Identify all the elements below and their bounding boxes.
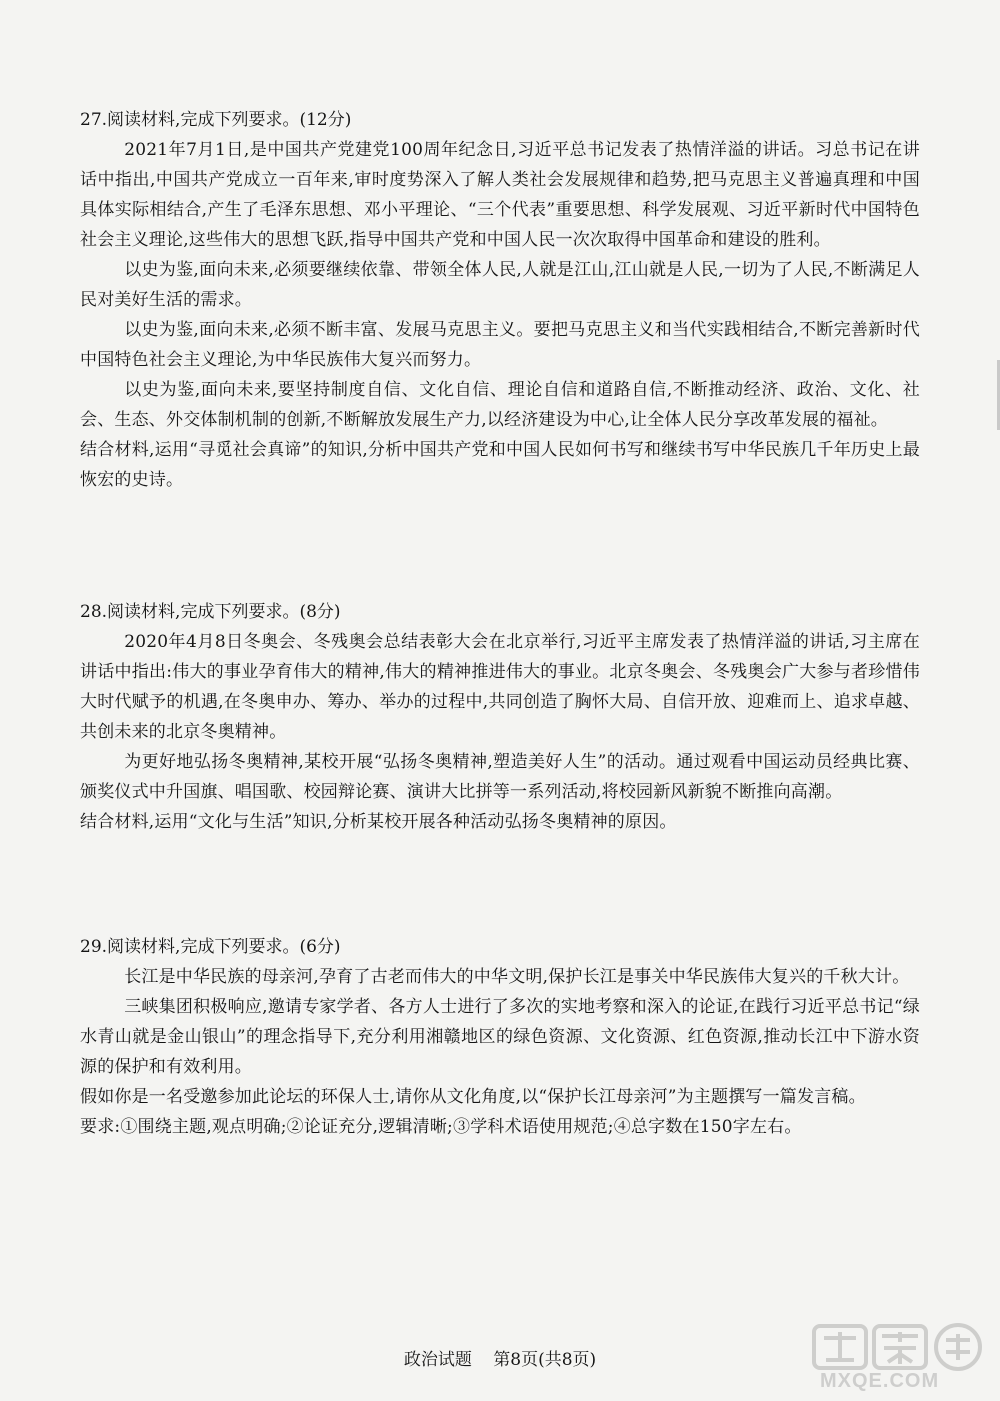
- question-28-material-2: 为更好地弘扬冬奥精神,某校开展“弘扬冬奥精神,塑造美好人生”的活动。通过观看中国运动员经典比赛、颁奖仪式中升国旗、唱国歌、校园辩论赛、演讲大比拼等一系列活动,将校园新风新貌不断推向高潮。: [80, 752, 920, 802]
- watermark-logo-icon: [812, 1322, 990, 1372]
- footer-subject: 政治试题: [403, 1350, 472, 1370]
- question-28: [80, 597, 920, 837]
- footer-page-number: 第8页(共8页): [493, 1350, 597, 1370]
- question-27-title: 27.阅读材料,完成下列要求。(12分): [80, 110, 352, 130]
- question-27-material-3: 以史为鉴,面向未来,必须不断丰富、发展马克思主义。要把马克思主义和当代实践相结合,不断完善新时代中国特色社会主义理论,为中华民族伟大复兴而努力。: [80, 320, 920, 370]
- question-29-requirement: 要求:①围绕主题,观点明确;②论证充分,逻辑清晰;③学科术语使用规范;④总字数在150字左右。: [80, 1117, 802, 1137]
- question-27-material-1: 2021年7月1日,是中国共产党建党100周年纪念日,习近平总书记发表了热情洋溢的讲话。习总书记在讲话中指出,中国共产党成立一百年来,审时度势深入了解人类社会发展规律和趋势,把马克思主义普遍真理和中国具体实际相结合,产生了毛泽东思想、邓小平理论、“三个代表”重要思想、科学发展观、习近平新时代中国特色社会主义理论,这些伟大的思想飞跃,指导中国共产党和中国人民一次次取得中国革命和建设的胜利。: [80, 140, 920, 250]
- question-28-task: 结合材料,运用“文化与生活”知识,分析某校开展各种活动弘扬冬奥精神的原因。: [80, 812, 677, 832]
- watermark: [812, 1322, 990, 1394]
- question-27: [80, 105, 920, 495]
- question-28-material-1: 2020年4月8日冬奥会、冬残奥会总结表彰大会在北京举行,习近平主席发表了热情洋溢的讲话,习主席在讲话中指出:伟大的事业孕育伟大的精神,伟大的精神推进伟大的事业。北京冬奥会、冬残奥会广大参与者珍惜伟大时代赋予的机遇,在冬奥申办、筹办、举办的过程中,共同创造了胸怀大局、自信开放、迎难而上、追求卓越、共创未来的北京冬奥精神。: [80, 632, 920, 742]
- question-27-material-4: 以史为鉴,面向未来,要坚持制度自信、文化自信、理论自信和道路自信,不断推动经济、政治、文化、社会、生态、外交体制机制的创新,不断解放发展生产力,以经济建设为中心,让全体人民分享改革发展的福祉。: [80, 380, 920, 430]
- question-29: [80, 932, 920, 1142]
- question-29-material-2: 三峡集团积极响应,邀请专家学者、各方人士进行了多次的实地考察和深入的论证,在践行习近平总书记“绿水青山就是金山银山”的理念指导下,充分利用湘赣地区的绿色资源、文化资源、红色资源,推动长江中下游水资源的保护和有效利用。: [80, 997, 920, 1077]
- question-27-task: 结合材料,运用“寻觅社会真谛”的知识,分析中国共产党和中国人民如何书写和继续书写中华民族几千年历史上最恢宏的史诗。: [80, 440, 920, 490]
- question-27-material-2: 以史为鉴,面向未来,必须要继续依靠、带领全体人民,人就是江山,江山就是人民,一切为了人民,不断满足人民对美好生活的需求。: [80, 260, 920, 310]
- watermark-url: MXQE.COM: [820, 1370, 940, 1392]
- question-29-task: 假如你是一名受邀参加此论坛的环保人士,请你从文化角度,以“保护长江母亲河”为主题撰写一篇发言稿。: [80, 1087, 866, 1107]
- question-28-title: 28.阅读材料,完成下列要求。(8分): [80, 602, 341, 622]
- question-29-material-1: 长江是中华民族的母亲河,孕育了古老而伟大的中华文明,保护长江是事关中华民族伟大复兴的千秋大计。: [124, 967, 910, 987]
- question-29-title: 29.阅读材料,完成下列要求。(6分): [80, 937, 341, 957]
